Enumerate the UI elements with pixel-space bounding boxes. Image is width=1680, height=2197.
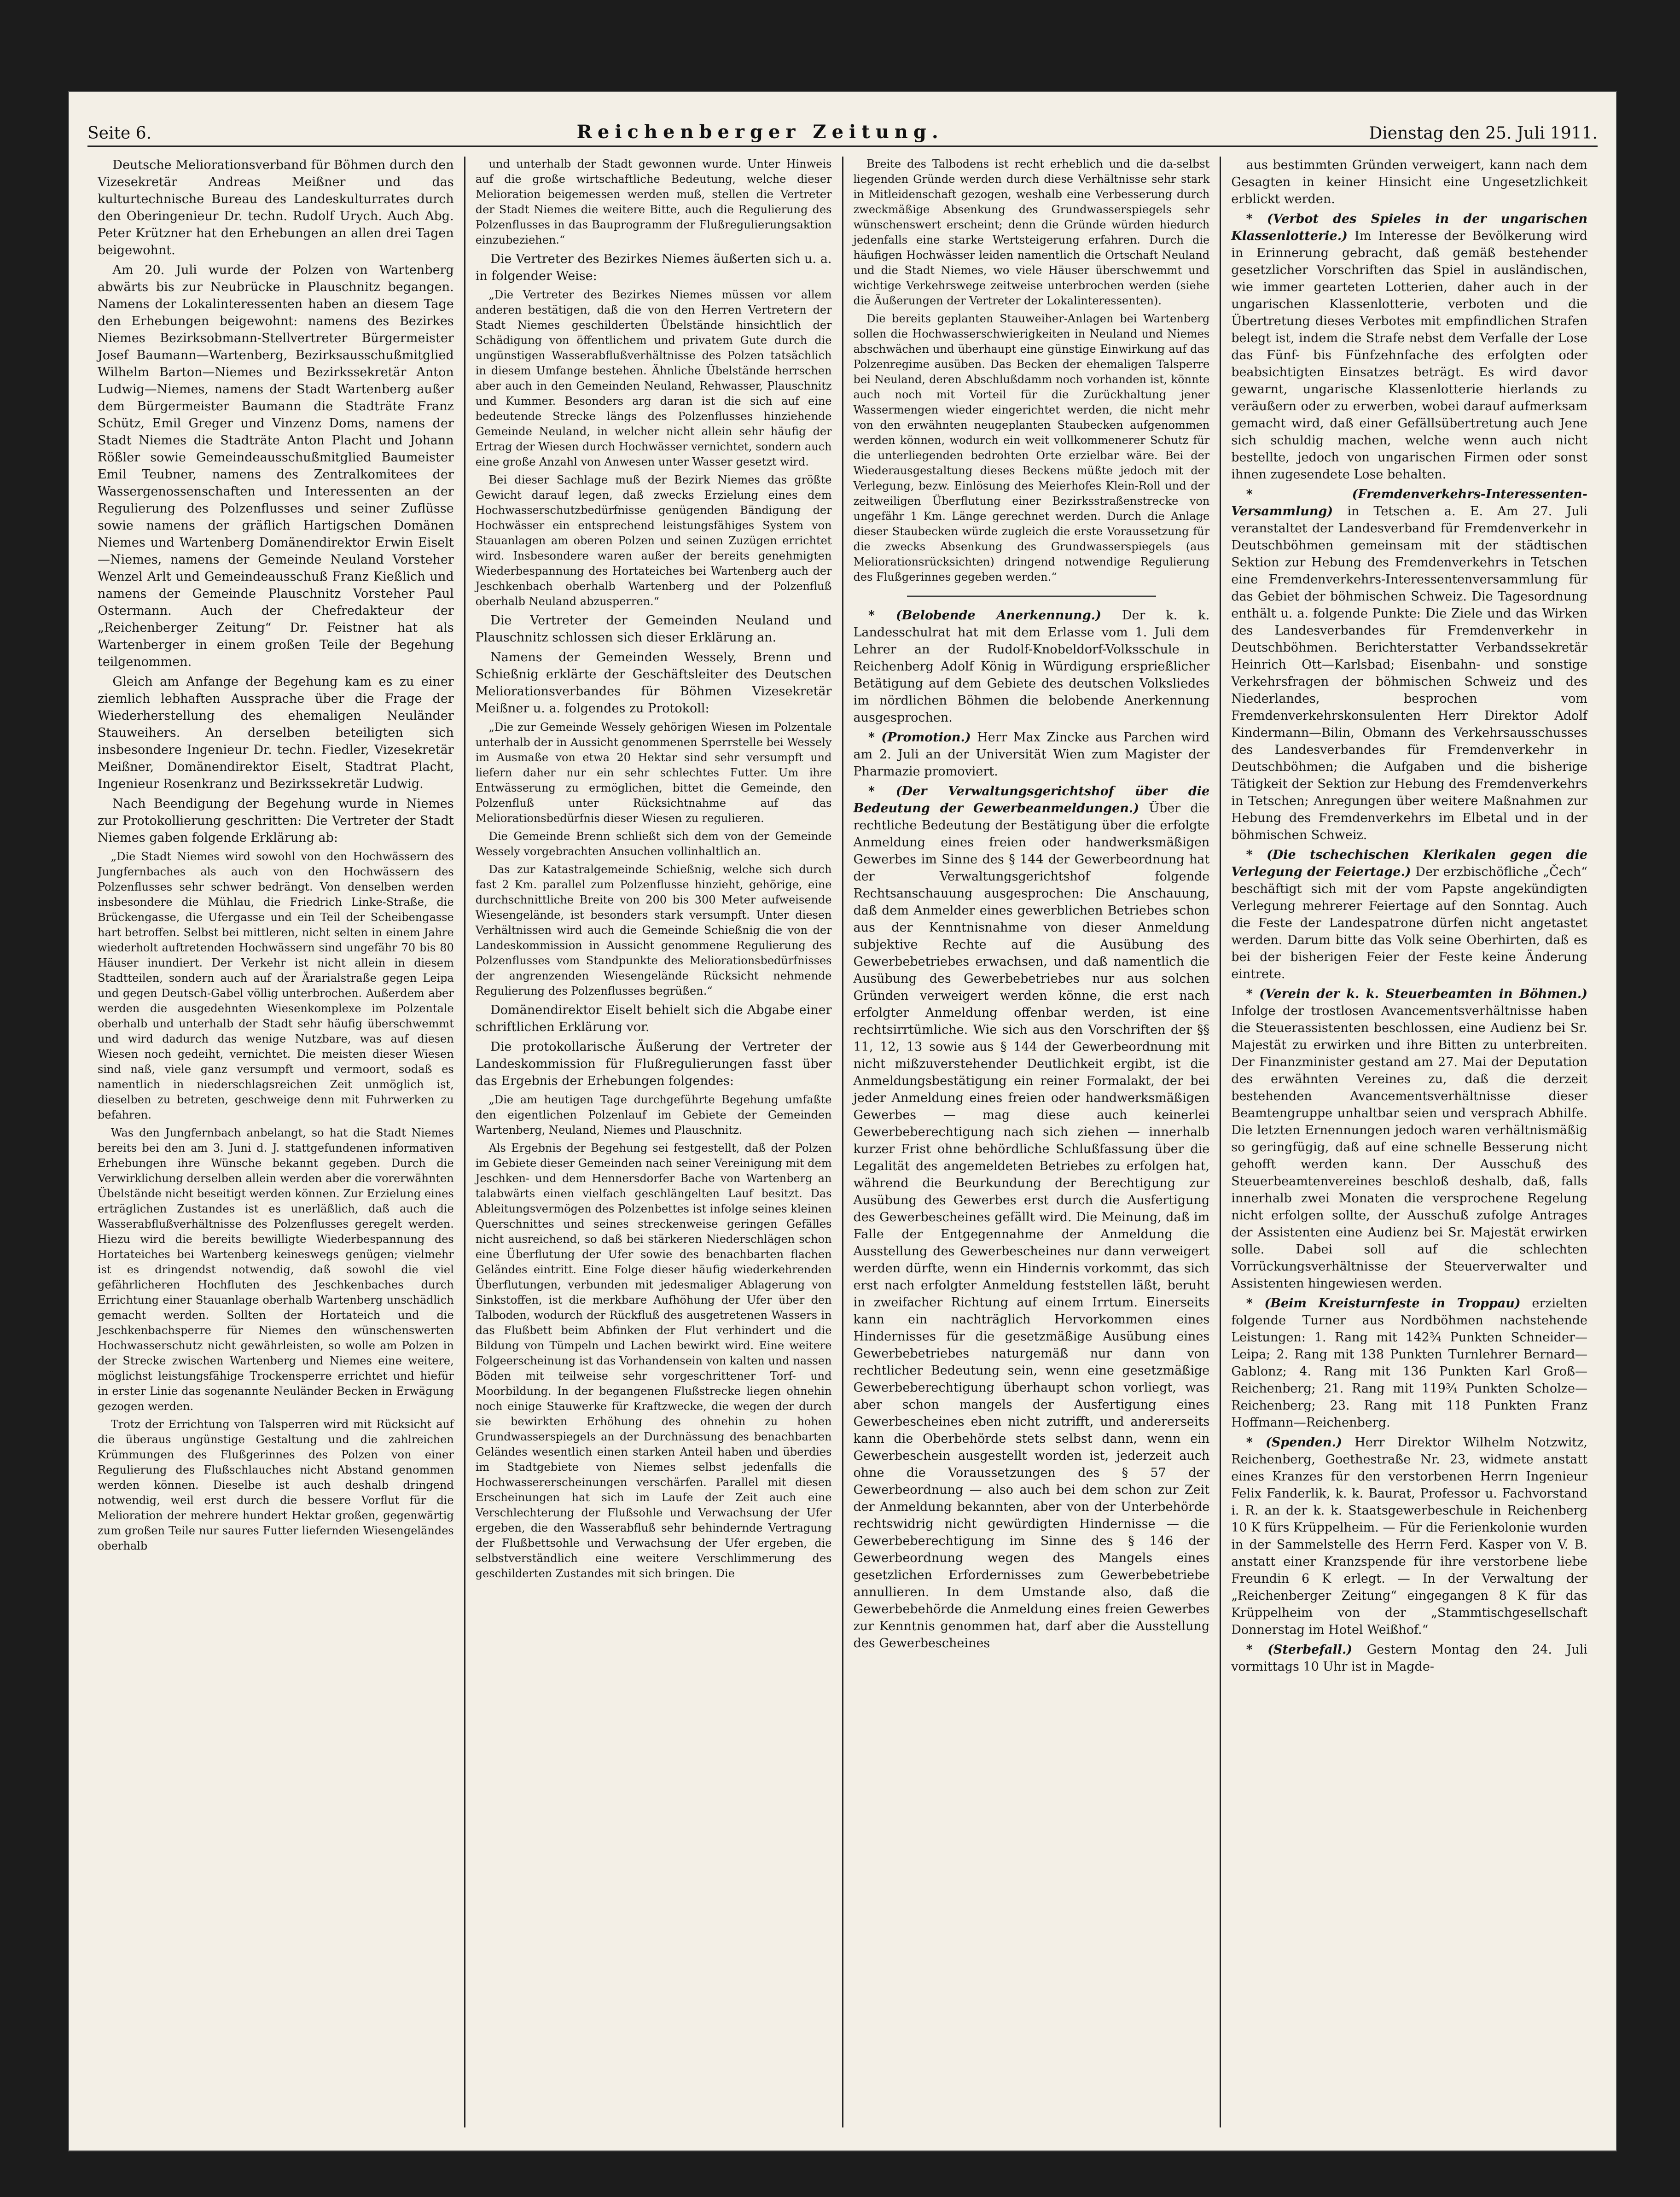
news-item <box>1231 157 1587 208</box>
item-text: Der k. k. Landesschulrat hat mit dem Erlasse vom 1. Juli dem Lehrer an der Rudolf-Knobeldorf-Volksschule in Reichenberg Adolf König in Würdigung ersprießlicher Betätigung auf dem Gebiete des deutschen Volksliedes im nördlichen Böhmen die belobende Anerkennung ausgesprochen. <box>853 608 1210 725</box>
item-rubric: * (Fremdenverkehrs-Interessenten-Versammlung) <box>1231 487 1587 519</box>
item-text: Gestern Montag den 24. Juli vormittags 10 Uhr ist in Magde- <box>1231 1643 1587 1674</box>
quoted-statement: Als Ergebnis der Begehung sei festgestellt, daß der Polzen im Gebiete dieser Gemeinden nach seiner Vereinigung mit dem Jeschken- und dem Hennersdorfer Bache von Wartenberg an talabwärts einen vielfach geschlängelten Lauf besitzt. Das Ableitungsvermögen des Polzenbettes ist infolge seines kleinen Querschnittes und seines streckenweise geringen Gefälles nicht ausreichend, so daß bei stärkeren Niederschlägen schon eine Überflutung der Ufer sowie des benachbarten flachen Geländes eintritt. Eine Folge dieser häufig wiederkehrenden Überflutungen, verbunden mit jedesmaliger Ablagerung von Sinkstoffen, ist die merkbare Aufhöhung der Ufer über den Talboden, wodurch der Rückfluß des ausgetretenen Wassers in das Flußbett beim Abfinken der Flut verhindert und die Bildung von Tümpeln und Lachen bewirkt wird. Eine weitere Folgeerscheinung ist das Vorhandensein von kalten und nassen Böden mit teilweise sehr vorgeschrittener Torf- und Moorbildung. In der begangenen Flußstrecke liegen ohnehin noch einige Stauwerke für Kraftzwecke, die wegen der durch sie bewirkten Erhöhung des ohnehin zu hohen Grundwasserspiegels an der Durchnässung des benachbarten Geländes wesentlich einen starken Anteil haben und überdies im Stadtgebiete von Niemes selbst jedenfalls die Hochwassererscheinungen verschärfen. Parallel mit diesen Erscheinungen hat sich im Laufe der Zeit auch eine Verschlechterung der Flußsohle und Verwachsung der Ufer ergeben, die den Wasserabfluß sehr behindernde Vertragung der Flußbettsohle und Verwachsung der Ufer ergeben, die selbstverständlich eine weitere Verschlimmerung des geschilderten Zustandes mit sich bringen. Die <box>475 1142 832 1580</box>
item-text: Herr Direktor Wilhelm Notzwitz, Reichenberg, Goethestraße Nr. 23, widmete anstatt eines Kranzes für den verstorbenen Herrn Ingenieur Felix Fanderlik, k. k. Baurat, Professor u. Fachvorstand i. R. an der k. k. Staatsgewerbeschule in Reichenberg 10 K fürs Krüppelheim. — Für die Ferienkolonie wurden in der Sammelstelle des Herrn Ferd. Kasper von V. B. anstatt einer Kranzspende für ihre verstorbene liebe Freundin 6 K erlegt. — In der Verwaltung der „Reichenberger Zeitung“ eingegangen 8 K für das Krüppelheim von der „Stammtischgesellschaft Donnerstag im Hotel Weißhof.“ <box>1231 1435 1588 1637</box>
news-item <box>1231 1295 1587 1431</box>
page-number: Seite 6. <box>87 124 152 143</box>
paragraph: Breite des Talbodens ist recht erheblich und die da-selbst liegenden Gründe werden durch diese Verhältnisse sehr stark in Mitleidenschaft gezogen, weshalb eine Verbesserung durch zweckmäßige Absenkung des Grundwasserspiegels sehr wünschenswert erscheint; denn die Gründe würden hiedurch jedenfalls eine starke Wertsteigerung erfahren. Durch die häufigen Hochwässer leiden namentlich die Ortschaft Neuland und die Stadt Niemes, wo viele Häuser überschwemmt und wichtige Verkehrswege zeitweise unterbrochen werden (siehe die Äußerungen der Vertreter der Lokalinteressenten). <box>853 157 1210 307</box>
columns <box>87 157 1598 2127</box>
page-header <box>87 111 1598 147</box>
column-1 <box>87 157 465 2127</box>
issue-date: Dienstag den 25. Juli 1911. <box>1369 124 1598 143</box>
item-rubric: * (Verein der k. k. Steuerbeamten in Böhmen.) <box>1246 987 1587 1001</box>
column-3 <box>843 157 1221 2127</box>
item-text: Über die rechtliche Bedeutung der Bestätigung über die erfolgte Anmeldung eines freien oder handwerksmäßigen Gewerbes im Sinne des § 144 der Gewerbeordnung hat der Verwaltungsgerichtshof folgende Rechtsanschauung ausgesprochen: Die Anschauung, daß dem Anmelder eines gewerblichen Betriebes schon aus der Kenntnisnahme von dieser Anmeldung subjektive Rechte auf die Ausübung des Gewerbebetriebes erwachsen, und daß namentlich die Ausübung des Gewerbebetriebes nur aus solchen Gründen verweigert werden könne, die erst nach erfolgter Anmeldung offenbar werden, ist eine rechtsirrtümliche. Wie sich aus den Vorschriften der §§ 11, 12, 13 sowie aus § 144 der Gewerbeordnung mit nicht mißzuverstehender Deutlichkeit ergibt, ist die Anmeldungsbestätigung ein reiner Formalakt, der bei jeder Anmeldung eines freien oder handwerksmäßigen Gewerbes — mag diese auch keinerlei Gewerbeberechtigung nach sich ziehen — innerhalb kurzer Frist ohne behördliche Schlußfassung über die Legalität des angemeldeten Betriebes zu erfolgen hat, während die Beurkundung der Berechtigung zur Ausübung des Gewerbes erst durch die Ausfertigung des Gewerbescheines gefällt wird. Die Meinung, daß im Falle der Entgegennahme der Anmeldung die Ausstellung des Gewerbescheines nur dann verweigert werden dürfte, wenn ein Hindernis vorkommt, das sich erst nach erfolgter Anmeldung feststellen läßt, beruht in zweifacher Richtung auf einem Irrtum. Einerseits kann ein nachträglich Hervorkommen eines Hindernisses für die gesetzmäßige Ausübung eines Gewerbebetriebes naturgemäß nur dann von rechtlicher Bedeutung sein, wenn eine gesetzmäßige Gewerbeberechtigung überhaupt schon vorliegt, was aber schon mangels der Ausfertigung eines Gewerbescheines eben nicht zutrifft, und andererseits kann die Oberbehörde stets selbst dann, wenn ein Gewerbeschein ausgestellt worden ist, jederzeit auch ohne die Voraussetzungen des § 57 der Gewerbeordnung — also auch bei dem schon zur Zeit der Anmeldung bekannten, aber von der Unterbehörde rechtswidrig nicht gewürdigten Hindernisse — die Gewerbeberechtigung im Sinne des § 146 der Gewerbeordnung wegen des Mangels eines gesetzlichen Erfordernisses zum Gewerbebetriebe annullieren. In dem Umstande also, daß die Gewerbebehörde die Anmeldung eines freien Gewerbes zur Kenntnis genommen hat, darf aber die Ausstellung des Gewerbescheines <box>853 801 1210 1650</box>
item-rubric: * (Spenden.) <box>1246 1435 1342 1450</box>
paragraph: Namens der Gemeinden Wessely, Brenn und Schießnig erklärte der Geschäftsleiter des Deutschen Meliorationsverbandes für Böhmen Vizesekretär Meißner u. a. folgendes zu Protokoll: <box>475 650 832 716</box>
item-text: in Tetschen a. E. Am 27. Juli veranstaltet der Landesverband für Fremdenverkehr in Deutschböhmen gemeinsam mit der städtischen Sektion zur Hebung des Fremdenverkehrs in Tetschen eine Fremdenverkehrs-Interessentenversammlung für das Gebiet der böhmischen Schweiz. Die Tagesordnung enthält u. a. folgende Punkte: Die Ziele und das Wirken des Landesverbandes für Fremdenverkehr in Deutschböhmen. Berichterstatter Verbandssekretär Heinrich Ott—Karlsbad; Eisenbahn- und sonstige Verkehrsfragen der böhmischen Schweiz und des Niederlandes, besprochen vom Fremdenverkehrskonsulenten Herr Direktor Adolf Kindermann—Bilin, Obmann des Verkehrsausschusses des Landesverbandes für Fremdenverkehr in Deutschböhmen; die Aufgaben und die bisherige Tätigkeit der Sektion zur Hebung des Fremdenverkehrs in Tetschen; Anregungen über weitere Maßnahmen zur Hebung des Fremdenverkehrs im Elbetal und in der böhmischen Schweiz. <box>1231 504 1587 842</box>
column-2 <box>465 157 843 2127</box>
item-rubric: * (Promotion.) <box>868 730 971 745</box>
newspaper-title: Reichenberger Zeitung. <box>576 121 944 143</box>
paragraph: Die Vertreter der Gemeinden Neuland und Plauschnitz schlossen sich dieser Erklärung an. <box>475 613 832 645</box>
paragraph: Die protokollarische Äußerung der Vertreter der Landeskommission für Flußregulierungen fasst über das Ergebnis der Erhebungen folgendes: <box>475 1040 832 1088</box>
quoted-statement: „Die Stadt Niemes wird sowohl von den Hochwässern des Jungfernbaches als auch von den Hochwässern des Polzenflusses sehr schwer bedrängt. Von denselben werden insbesondere die Mühlau, die Friedrich Linke-Straße, die Brückengasse, die Ufergasse und ein Teil der Scheibengasse hart betroffen. Selbst bei mittleren, nicht selten in einem Jahre wiederholt auftretenden Hochwässern sind ungefähr 70 bis 80 Häuser inundiert. Der Verkehr ist nicht allein in diesem Stadtteilen, sondern auch auf der Ärarialstraße gegen Leipa und gegen Deutsch-Gabel völlig unterbrochen. Außerdem aber werden die ausgedehnten Wiesenkomplexe im Polzentale oberhalb und unterhalb der Stadt sehr häufig überschwemmt und wird dadurch das wenige Nutzbare, was auf diesen Wiesen noch gedeiht, vernichtet. Die meisten dieser Wiesen sind naß, viele ganz versumpft und vermoort, sodaß es namentlich in niederschlagsreichen Zeit unmöglich ist, dieselben zu betreten, geschweige denn mit Fuhrwerken zu befahren. <box>98 850 454 1121</box>
paragraph: Nach Beendigung der Begehung wurde in Niemes zur Protokollierung geschritten: Die Vertreter der Stadt Niemes gaben folgende Erklärung ab: <box>98 797 454 845</box>
item-text: Herr Max Zincke aus Parchen wird am 2. Juli an der Universität Wien zum Magister der Pharmazie promoviert. <box>853 730 1210 779</box>
item-text: Im Interesse der Bevölkerung wird in Erinnerung gebracht, daß gemäß bestehender gesetzlicher Vorschriften das Spiel in ausländischen, wie immer gearteten Lotterien, daher auch in der ungarischen Klassenlotterie, verboten und die Übertretung dieses Verbotes mit empfindlichen Strafen belegt ist, indem die Strafe nebst dem Verfalle der Lose das Fünf- bis Fünfzehnfache des erfolgten oder beabsichtigten Einsatzes beträgt. Es wird davor gewarnt, ungarische Klassenlotterie hierlands zu veräußern oder zu erwerben, wobei darauf aufmerksam gemacht wird, daß einer Gefällsübertretung auch Jene sich schuldig machen, welche wenn auch nicht bestellte, jedoch von ungarischen Firmen oder sonst ihnen zugesendete Lose behalten. <box>1231 229 1587 482</box>
news-item <box>1231 486 1587 844</box>
news-item <box>854 783 1210 1652</box>
quoted-statement: Das zur Katastralgemeinde Schießnig, welche sich durch fast 2 Km. parallel zum Polzenflusse hinzieht, gehörige, eine durchschnittliche Breite von 200 bis 300 Meter aufweisende Wiesengelände, ist besonders stark versumpft. Unter diesen Verhältnissen wird auch die Gemeinde Schießnig die von der Landeskommission in Aussicht genommene Regulierung des Polzenflusses vom Standpunkte des Meliorationsbedürfnisses der angrenzenden Wiesengelände Rücksicht nehmende Regulierung des Polzenflusses begrüßen.“ <box>475 863 832 997</box>
quoted-statement: „Die am heutigen Tage durchgeführte Begehung umfaßte den eigentlichen Polzenlauf im Gebiete der Gemeinden Wartenberg, Neuland, Niemes und Plauschnitz. <box>475 1093 832 1136</box>
quoted-statement: Die Gemeinde Brenn schließt sich dem von der Gemeinde Wessely vorgebrachten Ansuchen vollinhaltlich an. <box>475 830 832 858</box>
news-item <box>1231 985 1587 1292</box>
item-rubric: * (Sterbefall.) <box>1246 1643 1353 1657</box>
item-text: erzielten folgende Turner aus Nordböhmen nachstehende Leistungen: 1. Rang mit 142¾ Punkten Schneider—Leipa; 2. Rang mit 138 Punkten Turnlehrer Bernard—Gablonz; 4. Rang mit 136 Punkten Karl Groß—Reichenberg; 21. Rang mit 119¾ Punkten Scholze—Reichenberg; 23. Rang mit 118 Punkten Franz Hoffmann—Reichenberg. <box>1231 1296 1587 1430</box>
quoted-statement: Was den Jungfernbach anbelangt, so hat die Stadt Niemes bereits bei den am 3. Juni d. J. stattgefundenen informativen Erhebungen ihre Wünsche bekannt gegeben. Durch die Verwirklichung derselben allein werden aber die vorerwähnten Übelstände nicht beseitigt werden können. Zur Erzielung eines erträglichen Zustandes ist es unerläßlich, daß auch die Wasserabflußverhältnisse des Polzenflusses geregelt werden. Hiezu wird die bereits bewilligte Wiederbespannung des Hortateiches bei Wartenberg keineswegs genügen; vielmehr ist es dringendst notwendig, daß sowohl die viel gefährlicheren Hochfluten des Jeschkenbaches durch Errichtung einer Stauanlage oberhalb Wartenberg unschädlich gemacht werden. Sollten der Hortateich und die Jeschkenbachsperre für Niemes den wünschenswerten Hochwasserschutz nicht gewährleisten, so wolle am Polzen in der Strecke zwischen Wartenberg und Niemes eine weitere, möglichst leistungsfähige Trockensperre errichtet und hiefür in erster Linie das sogenannte Neuländer Becken in Erwägung gezogen werden. <box>98 1126 454 1413</box>
news-item <box>854 607 1210 726</box>
section-divider <box>907 595 1157 597</box>
paragraph: Am 20. Juli wurde der Polzen von Wartenberg abwärts bis zur Neubrücke in Plauschnitz begangen. Namens der Lokalinteressenten haben an diesem Tage den Erhebungen beigewohnt: namens des Bezirkes Niemes Bezirksobmann-Stellvertreter Bürgermeister Josef Baumann—Wartenberg, Bezirksausschußmitglied Wilhelm Barton—Niemes und Bezirkssekretär Anton Ludwig—Niemes, namens der Stadt Wartenberg außer dem Bürgermeister Baumann die Stadträte Franz Schütz, Emil Greger und Vinzenz Doms, namens der Stadt Niemes die Stadträte Anton Placht und Johann Rößler sowie Gemeindeausschußmitglied Baumeister Emil Teubner, namens des Zentralkomitees der Wassergenossenschaften und Interessenten an der Regulierung des Polzenflusses und seiner Zuflüsse sowie namens der gräflich Hartigschen Domänen Niemes und Wartenberg Domänendirektor Erwin Eiselt—Niemes, namens der Gemeinde Neuland Vorsteher Wenzel Arlt und Gemeindeausschuß Franz Kießlich und namens der Gemeinde Plauschnitz Vorsteher Paul Ostermann. Auch der Chefredakteur der „Reichenberger Zeitung“ Dr. Feistner hat als Wartenberger in einem großen Teile der Begehung teilgenommen. <box>98 263 454 669</box>
quoted-statement: „Die Vertreter des Bezirkes Niemes müssen vor allem anderen bestätigen, daß die von den Herren Vertretern der Stadt Niemes geschilderten Übelstände hinsichtlich der Schädigung von öffentlichem und privatem Gute durch die ungünstigen Wasserabflußverhältnisse des Polzen tatsächlich in diesem Umfange bestehen. Ähnliche Übelstände herrschen aber auch in den Gemeinden Neuland, Rehwasser, Plauschnitz und Kummer. Besonders arg daran ist die sich auf eine bedeutende Strecke längs des Polzenflusses hinziehende Gemeinde Neuland, in welcher nicht allein sehr häufig der Ertrag der Wiesen durch Hochwässer vernichtet, sondern auch eine große Anzahl von Anwesen unter Wasser gesetzt wird. <box>475 288 832 468</box>
item-rubric: * (Beim Kreisturnfeste in Troppau) <box>1246 1296 1521 1311</box>
paragraph: und unterhalb der Stadt gewonnen wurde. Unter Hinweis auf die große wirtschaftliche Bedeutung, welche dieser Melioration beigemessen werden muß, stellen die Vertreter der Stadt Niemes die weitere Bitte, auch die Regulierung des Polzenflusses in das Bauprogramm der Flußregulierungsaktion einzubeziehen.“ <box>475 157 832 246</box>
quoted-statement: „Die zur Gemeinde Wessely gehörigen Wiesen im Polzentale unterhalb der in Aussicht genommenen Sperrstelle bei Wessely im Ausmaße von etwa 20 Hektar sind sehr versumpft und liefern daher nur ein sehr schlechtes Futter. Um ihre Entwässerung zu ermöglichen, bittet die Gemeinde, den Polzenfluß unter Rücksichtnahme auf das Meliorationsbedürfnis dieser Wiesen zu regulieren. <box>475 721 832 825</box>
item-rubric: * (Belobende Anerkennung.) <box>868 608 1101 623</box>
news-item <box>1231 1434 1587 1638</box>
item-text: Infolge der trostlosen Avancementsverhältnisse haben die Steuerassistenten beschlossen, eine Audienz bei Sr. Majestät zu erwirken und ihre Bitten zu unterbreiten. Der Finanzminister gestand am 27. Mai der Deputation des erwähnten Vereines zu, daß die derzeit bestehenden Avancementsverhältnisse dieser Beamtengruppe unhaltbar seien und versprach Abhilfe. Die letzten Ernennungen jedoch waren verhältnismäßig so geringfügig, daß auf eine schnelle Besserung nicht gehofft werden kann. Der Ausschuß des Steuerbeamtenvereines beschloß deshalb, daß, falls innerhalb zwei Monaten die versprochene Regelung nicht erfolgen sollte, der Ausschuß zufolge Antrages der Assistenten eine Audienz bei Sr. Majestät erwirken solle. Dabei soll auf die schlechten Vorrückungsverhältnisse der Steuerverwalter und Assistenten hingewiesen werden. <box>1231 1004 1587 1291</box>
item-rubric: * (Der Verwaltungsgerichtshof über die Bedeutung der Gewerbeanmeldungen.) <box>853 784 1210 816</box>
paragraph: Gleich am Anfange der Begehung kam es zu einer ziemlich lebhaften Aussprache über die Frage der Wiederherstellung des ehemaligen Neuländer Stauweihers. An derselben beteiligten sich insbesondere Ingenieur Dr. techn. Fiedler, Vizesekretär Meißner, Domänendirektor Eiselt, Stadtrat Placht, Ingenieur Rosenkranz und Bezirkssekretär Ludwig. <box>98 675 454 791</box>
news-item <box>854 729 1210 780</box>
quoted-statement: Trotz der Errichtung von Talsperren wird mit Rücksicht auf die überaus ungünstige Gestaltung und die zahlreichen Krümmungen des Flußgerinnes des Polzen von einer Regulierung des Flußschlauches nicht Abstand genommen werden können. Dieselbe ist auch deshalb dringend notwendig, weil erst durch die bessere Vorflut für die Melioration der mehrere hundert Hektar großen, gegenwärtig zum großen Teile nur saures Futter liefernden Wiesengeländes oberhalb <box>98 1418 454 1552</box>
paragraph: Deutsche Meliorationsverband für Böhmen durch den Vizesekretär Andreas Meißner und das kulturtechnische Bureau des Landeskulturrates durch den Oberingenieur Dr. techn. Rudolf Urych. Auch Abg. Peter Krützner hat den Erhebungen an allen drei Tagen beigewohnt. <box>98 158 454 257</box>
news-item <box>1231 846 1587 983</box>
item-text: aus bestimmten Gründen verweigert, kann nach dem Gesagten in keiner Hinsicht eine Ungesetzlichkeit erblickt werden. <box>1231 158 1587 206</box>
newspaper-page <box>69 92 1616 2150</box>
item-text: Der erzbischöfliche „Čech“ beschäftigt sich mit der vom Papste angekündigten Verlegung mehrerer Feiertage auf den Sonntag. Auch die Feste der Landespatrone dürfen nicht angetastet werden. Darum bitte das Volk seine Oberhirten, daß es bei der bisherigen Feier der Feste keine Änderung eintrete. <box>1231 865 1588 981</box>
item-rubric: * (Verbot des Spieles in der ungarischen Klassenlotterie.) <box>1231 212 1587 243</box>
paragraph: Die Vertreter des Bezirkes Niemes äußerten sich u. a. in folgender Weise: <box>475 252 832 283</box>
item-rubric: * (Die tschechischen Klerikalen gegen die Verlegung der Feiertage.) <box>1231 848 1587 879</box>
quoted-statement: Bei dieser Sachlage muß der Bezirk Niemes das größte Gewicht darauf legen, daß zwecks Erzielung eines dem Hochwasserschutzbedürfnisse genügenden Bändigung der Hochwässer ein entsprechend leistungsfähiges System von Stauanlagen am oberen Polzen und seinen Zuzügen errichtet wird. Insbesondere waren außer der bereits genehmigten Wiederbespannung des Hortateiches bei Wartenberg auch der Jeschkenbach oberhalb Wartenberg und der Polzenfluß oberhalb Neuland abzusperren.“ <box>475 473 832 608</box>
column-4 <box>1221 157 1598 2127</box>
news-item <box>1231 1641 1587 1675</box>
paragraph: Die bereits geplanten Stauweiher-Anlagen bei Wartenberg sollen die Hochwasserschwierigkeiten in Neuland und Niemes abschwächen und überhaupt eine günstige Einwirkung auf das Polzenregime ausüben. Das Becken der ehemaligen Talsperre bei Neuland, deren Abschlußdamm noch vorhanden ist, könnte auch noch mit Vorteil für die Zurückhaltung jener Wassermengen wieder eingerichtet werden, die nicht mehr von den erwähnten neugeplanten Staubecken aufgenommen werden können, wodurch ein weit vollkommenerer Schutz für die unterliegenden bedrohten Orte erzielbar wäre. Bei der Wiederausgestaltung dieses Beckens müßte jedoch mit der Verlegung, bezw. Einlösung des Meierhofes Klein-Roll und der zeitweiligen Überflutung einer Bezirksstraßenstrecke von ungefähr 1 Km. Länge gerechnet werden. Durch die Anlage dieser Staubecken würde zugleich die erste Voraussetzung für die zwecks Absenkung des Grundwasserspiegels (aus Meliorationsrücksichten) dringend notwendige Regulierung des Flußgerinnes gegeben werden.“ <box>853 312 1210 583</box>
paragraph: Domänendirektor Eiselt behielt sich die Abgabe einer schriftlichen Erklärung vor. <box>475 1003 832 1034</box>
news-item <box>1231 210 1587 483</box>
